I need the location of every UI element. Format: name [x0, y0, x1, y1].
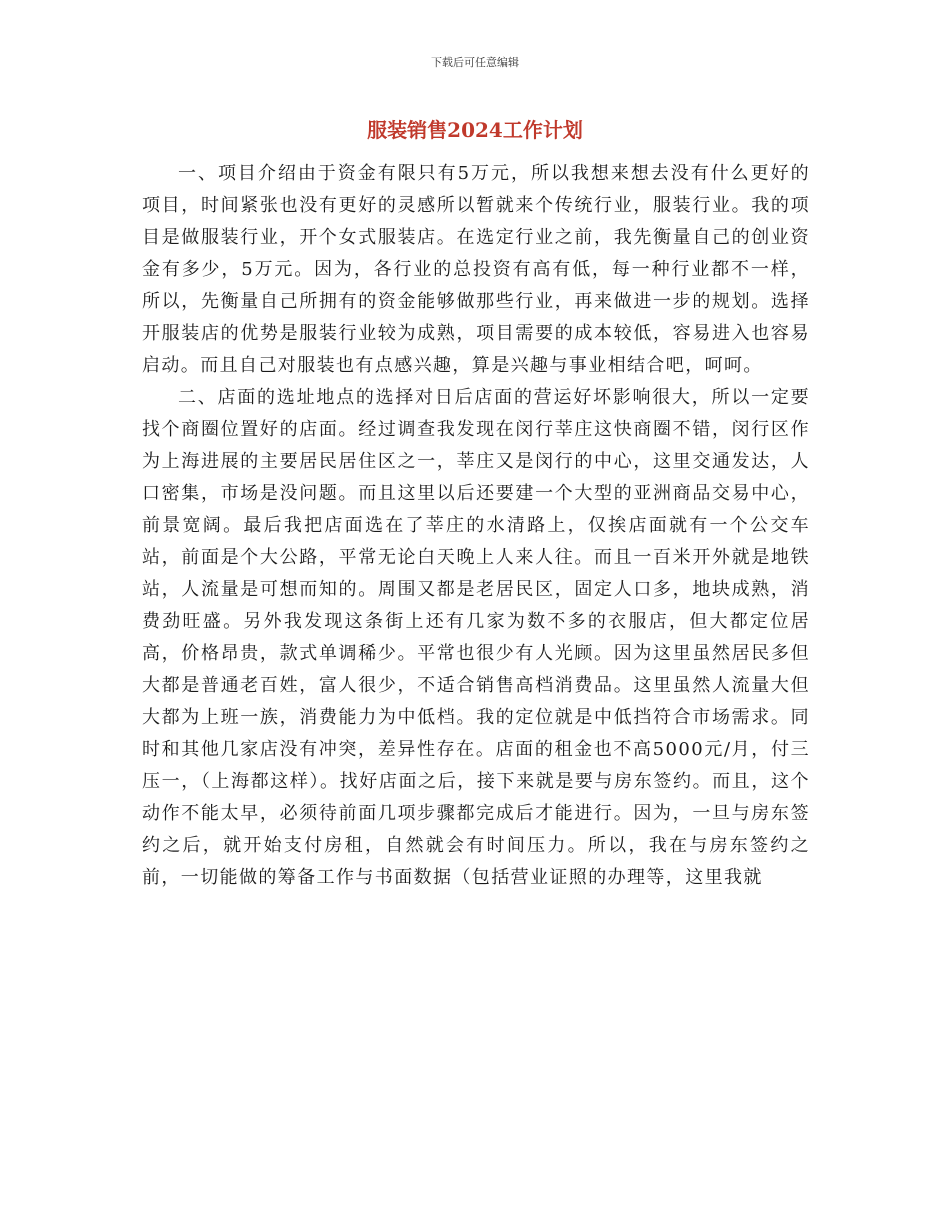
paragraph-store-location: 二、店面的选址地点的选择对日后店面的营运好坏影响很大，所以一定要找个商圈位置好的店面。经过调查我发现在闵行莘庄这快商圈不错，闵行区作为上海进展的主要居民居住区之一，莘庄又是闵行的中心，这里交通发达，人口密集，市场是没问题。而且这里以后还要建一个大型的亚洲商品交易中心，前景宽阔。最后我把店面选在了莘庄的水清路上，仅挨店面就有一个公交车站，前面是个大公路，平常无论白天晚上人来人往。而且一百米开外就是地铁站，人流量是可想而知的。周围又都是老居民区，固定人口多，地块成熟，消费劲旺盛。另外我发现这条街上还有几家为数不多的衣服店，但大都定位居高，价格昂贵，款式单调稀少。平常也很少有人光顾。因为这里虽然居民多但大都是普通老百姓，富人很少，不适合销售高档消费品。这里虽然人流量大但大都为上班一族，消费能力为中低档。我的定位就是中低挡符合市场需求。同时和其他几家店没有冲突，差异性存在。店面的租金也不高5000元/月，付三压一，（上海都这样）。找好店面之后，接下来就是要与房东签约。而且，这个动作不能太早，必须待前面几项步骤都完成后才能进行。因为，一旦与房东签约之后，就开始支付房租，自然就会有时间压力。所以，我在与房东签约之前，一切能做的筹备工作与书面数据（包括营业证照的办理等，这里我就 [142, 387, 810, 888]
document-body [142, 158, 810, 894]
header-note: 下载后可任意编辑 [431, 56, 519, 69]
paragraph-project-intro: 一、项目介绍由于资金有限只有5万元，所以我想来想去没有什么更好的项目，时间紧张也没有更好的灵感所以暂就来个传统行业，服装行业。我的项目是做服装行业，开个女式服装店。在选定行业之前，我先衡量自己的创业资金有多少，5万元。因为，各行业的总投资有高有低，每一种行业都不一样，所以，先衡量自己所拥有的资金能够做那些行业，再来做进一步的规划。选择开服装店的优势是服装行业较为成熟，项目需要的成本较低，容易进入也容易启动。而且自己对服装也有点感兴趣，算是兴趣与事业相结合吧，呵呵。 [142, 163, 810, 376]
document-title: 服装销售2024工作计划 [367, 118, 583, 142]
